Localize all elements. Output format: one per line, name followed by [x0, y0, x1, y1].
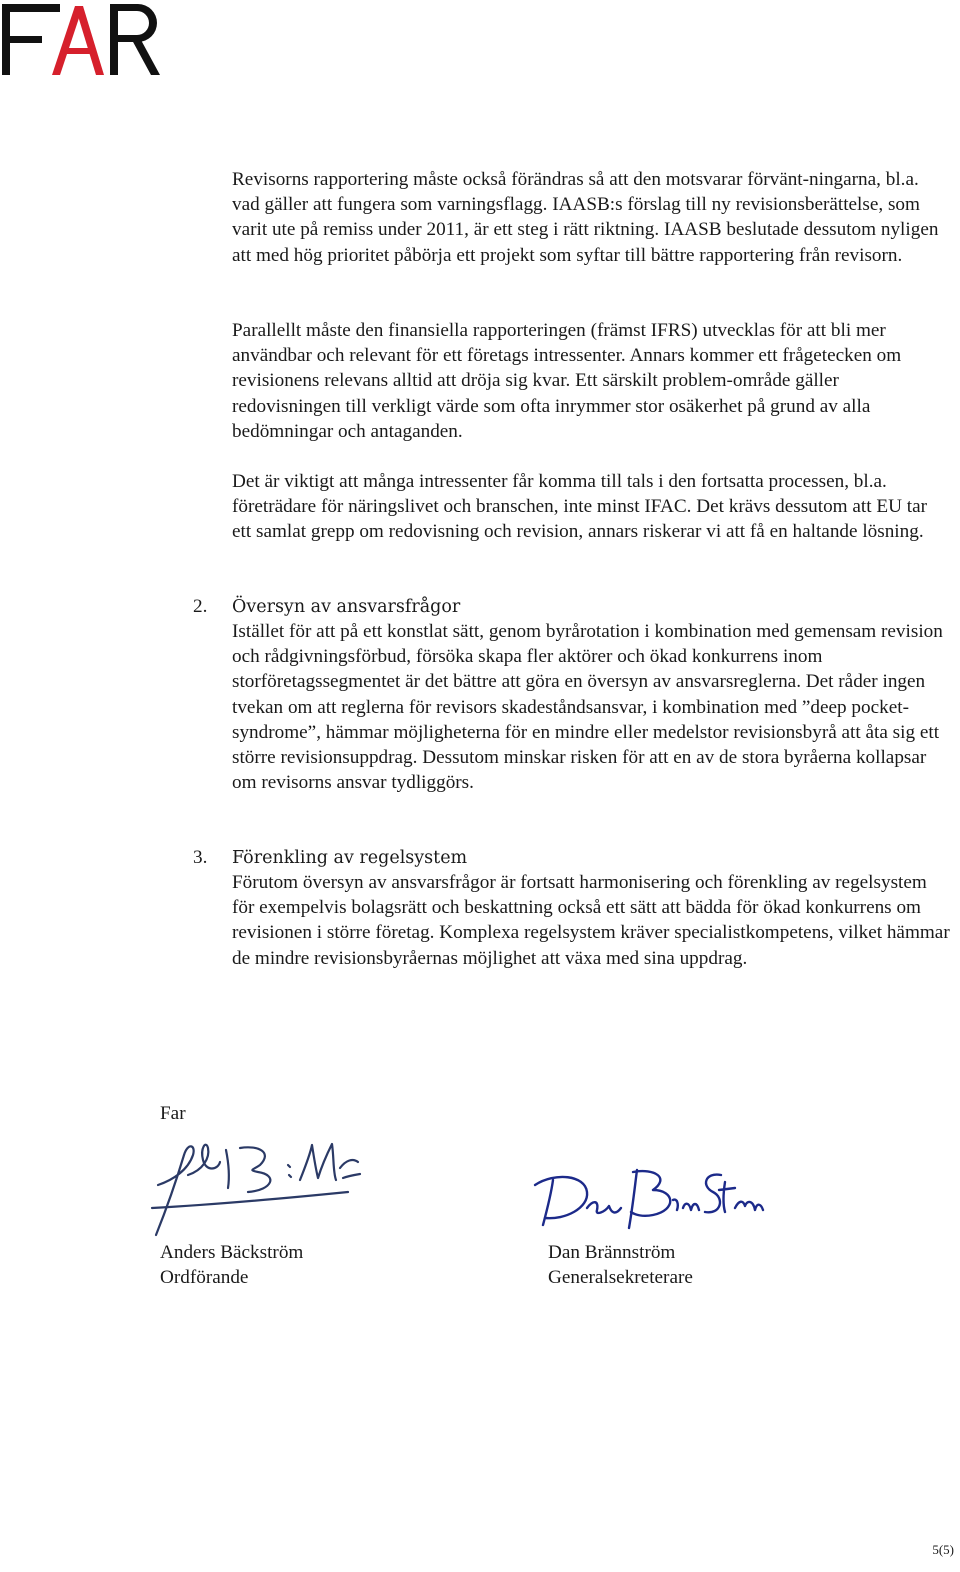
signature-dan-brannstrom — [525, 1160, 765, 1240]
signer-role: Generalsekreterare — [548, 1267, 693, 1288]
item-title-regulation: Förenkling av regelsystem — [232, 848, 468, 868]
paragraph-reporting: Revisorns rapportering måste också förändras så att den motsvarar förvänt-ningarna, bl.a. vad gäller att fungera som varningsflagg. IAASB:s förslag till ny revisionsberättelse, som varit ute på remiss under 2011, är ett steg i rätt riktning. IAASB beslutade dessutom nyligen att med hög prioritet påbörja ett projekt som syftar till bättre rapportering från revisorn. — [232, 169, 939, 266]
item-body-liability: Istället för att på ett konstlat sätt, genom byrårotation i kombination med gemensam revision och rådgivningsförbud, försöka skapa fler aktörer och ökad konkurrens inom storföretagssegmentet är det bättre att göra en översyn av ansvarsreglerna. Det råder ingen tvekan om att reglerna för revisors skadeståndsansvar, i kombination med ”deep pocket-syndrome”, hämmar möjligheterna för en mindre eller medelstor revisionsbyrå att åta sig ett större revisionsuppdrag. Dessutom minskar risken för att en av de stora byråerna kollapsar om revisorns ansvar tydliggörs. — [232, 621, 943, 794]
signer-name: Dan Brännström — [548, 1242, 676, 1263]
signature-organization: Far — [160, 1103, 186, 1124]
paragraph-stakeholders: Det är viktigt att många intressenter får komma till tals i den fortsatta processen, bl.a. företrädare för näringslivet och branschen, inte minst IFAC. Det krävs dessutom att EU tar ett samlat grepp om redovisning och revision, annars riskerar vi att få en haltande lösning. — [232, 471, 927, 543]
item-number: 3. — [193, 847, 208, 868]
signature-anders-backstrom — [148, 1130, 363, 1240]
far-logo — [0, 0, 162, 80]
item-title-liability: Översyn av ansvarsfrågor — [232, 597, 461, 617]
signer-name: Anders Bäckström — [160, 1242, 304, 1263]
signer-role: Ordförande — [160, 1267, 249, 1288]
paragraph-ifrs: Parallellt måste den finansiella rapporteringen (främst IFRS) utvecklas för att bli mer användbar och relevant för ett företags intressenter. Annars kommer ett frågetecken om revisionens relevans alltid att dröja sig kvar. Ett särskilt problem-område gäller redovisningen till verkligt värde som ofta inrymmer stor osäkerhet på grund av alla bedömningar och antaganden. — [232, 320, 902, 442]
page-number: 5(5) — [932, 1542, 954, 1557]
item-number: 2. — [193, 596, 208, 617]
item-body-regulation: Förutom översyn av ansvarsfrågor är fortsatt harmonisering och förenkling av regelsystem för exempelvis bolagsrätt och beskattning också ett sätt att bädda för ökad konkurrens om revisionen i större företag. Komplexa regelsystem kräver specialistkompetens, vilket hämmar de mindre revisionsbyråernas möjlighet att växa med sina uppdrag. — [232, 872, 950, 969]
